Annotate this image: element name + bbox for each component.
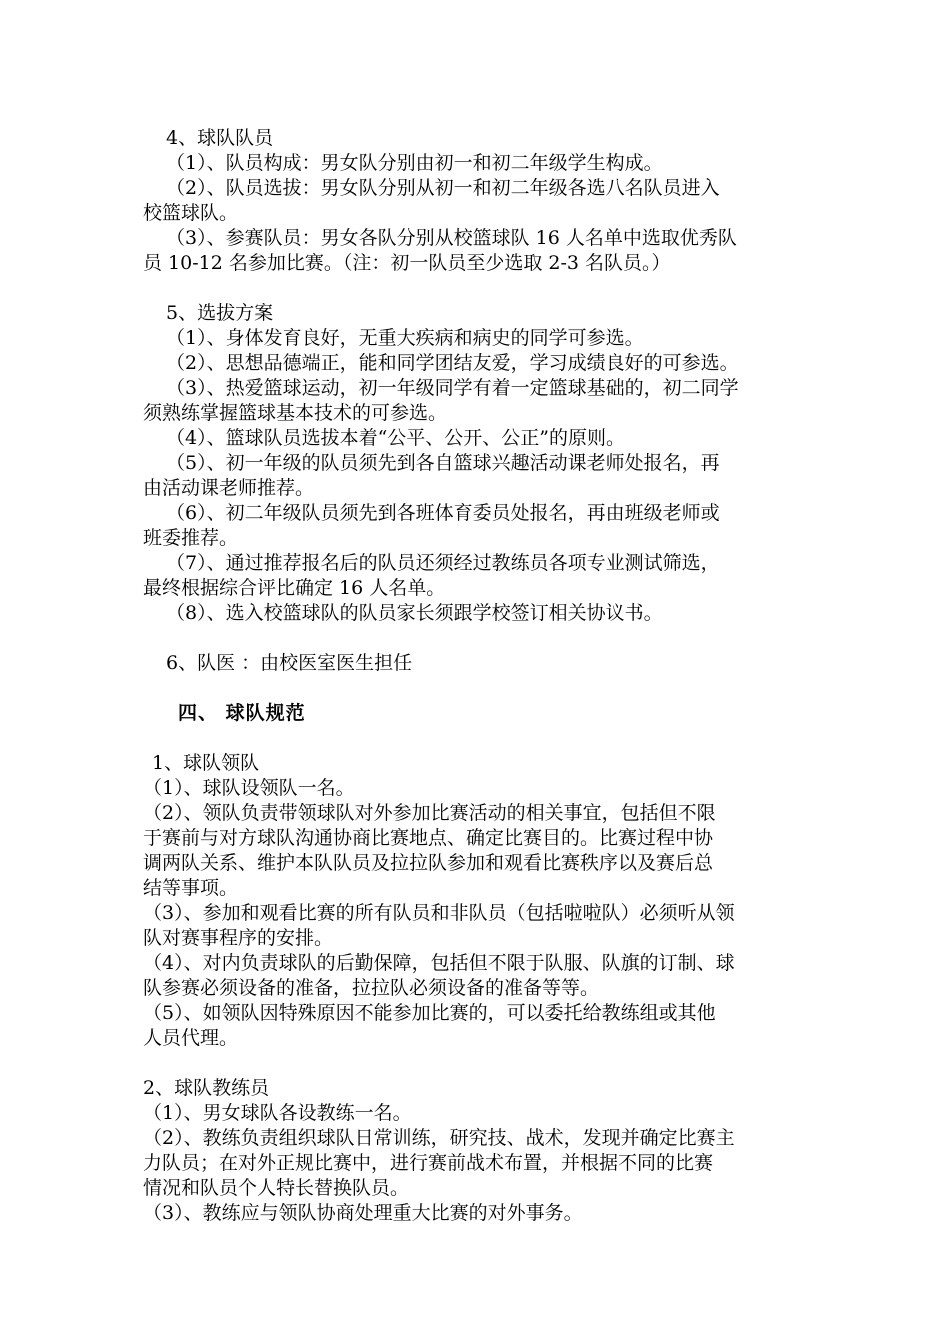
paragraph-line: （2）、思想品德端正，能和同学团结友爱，学习成绩良好的可参选。 (166, 352, 739, 374)
paragraph-line: （2）、教练负责组织球队日常训练，研究技、战术，发现并确定比赛主 (143, 1127, 735, 1149)
paragraph-line: 班委推荐。 (143, 527, 239, 549)
paragraph-line: 队对赛事程序的安排。 (143, 927, 334, 949)
paragraph-line: （4）、对内负责球队的后勤保障，包括但不限于队服、队旗的订制、球 (143, 952, 735, 974)
paragraph-line: 校篮球队。 (143, 202, 239, 224)
paragraph-line: （3）、参赛队员：男女各队分别从校篮球队 16 人名单中选取优秀队 (166, 227, 737, 249)
paragraph-line: 情况和队员个人特长替换队员。 (143, 1177, 410, 1199)
paragraph-line: （8）、选入校篮球队的队员家长须跟学校签订相关协议书。 (166, 602, 663, 624)
paragraph-line: 结等事项。 (143, 877, 239, 899)
subsection-heading: 5、选拔方案 (166, 302, 274, 324)
paragraph-line: （3）、热爱篮球运动，初一年级同学有着一定篮球基础的，初二同学 (166, 377, 739, 399)
paragraph-line: （2）、队员选拔：男女队分别从初一和初二年级各选八名队员进入 (166, 177, 720, 199)
paragraph-line: 力队员；在对外正规比赛中，进行赛前战术布置，并根据不同的比赛 (143, 1152, 714, 1174)
paragraph-line: （1）、队员构成：男女队分别由初一和初二年级学生构成。 (166, 152, 663, 174)
paragraph-line: （5）、如领队因特殊原因不能参加比赛的，可以委托给教练组或其他 (143, 1002, 716, 1024)
paragraph-line: 人员代理。 (143, 1027, 239, 1049)
subsection-heading: 6、队医 ：由校医室医生担任 (166, 652, 413, 674)
paragraph-line: （5）、初一年级的队员须先到各自篮球兴趣活动课老师处报名，再 (166, 452, 720, 474)
subsection-heading: 4、球队队员 (166, 127, 274, 149)
paragraph-line: （1）、球队设领队一名。 (143, 777, 355, 799)
paragraph-line: 由活动课老师推荐。 (143, 477, 315, 499)
paragraph-line: 须熟练掌握篮球基本技术的可参选。 (143, 402, 448, 424)
paragraph-line: （4）、篮球队员选拔本着“公平、公开、公正”的原则。 (166, 427, 626, 449)
section-heading: 四、 球队规范 (178, 702, 306, 724)
paragraph-line: 调两队关系、维护本队队员及拉拉队参加和观看比赛秩序以及赛后总 (143, 852, 714, 874)
paragraph-line: 于赛前与对方球队沟通协商比赛地点、确定比赛目的。比赛过程中协 (143, 827, 714, 849)
paragraph-line: 员 10-12 名参加比赛。（注：初一队员至少选取 2-3 名队员。） (143, 252, 671, 274)
subsection-heading: 1、球队领队 (152, 752, 260, 774)
paragraph-line: （1）、身体发育良好，无重大疾病和病史的同学可参选。 (166, 327, 644, 349)
paragraph-line: （3）、教练应与领队协商处理重大比赛的对外事务。 (143, 1202, 583, 1224)
paragraph-line: （7）、通过推荐报名后的队员还须经过教练员各项专业测试筛选， (166, 552, 720, 574)
paragraph-line: （3）、参加和观看比赛的所有队员和非队员（包括啦啦队）必须听从领 (143, 902, 735, 924)
paragraph-line: 最终根据综合评比确定 16 人名单。 (143, 577, 446, 599)
paragraph-line: （1）、男女球队各设教练一名。 (143, 1102, 412, 1124)
paragraph-line: （2）、领队负责带领球队对外参加比赛活动的相关事宜，包括但不限 (143, 802, 716, 824)
subsection-heading: 2、球队教练员 (143, 1077, 270, 1099)
paragraph-line: 队参赛必须设备的准备，拉拉队必须设备的准备等等。 (143, 977, 600, 999)
paragraph-line: （6）、初二年级队员须先到各班体育委员处报名，再由班级老师或 (166, 502, 720, 524)
